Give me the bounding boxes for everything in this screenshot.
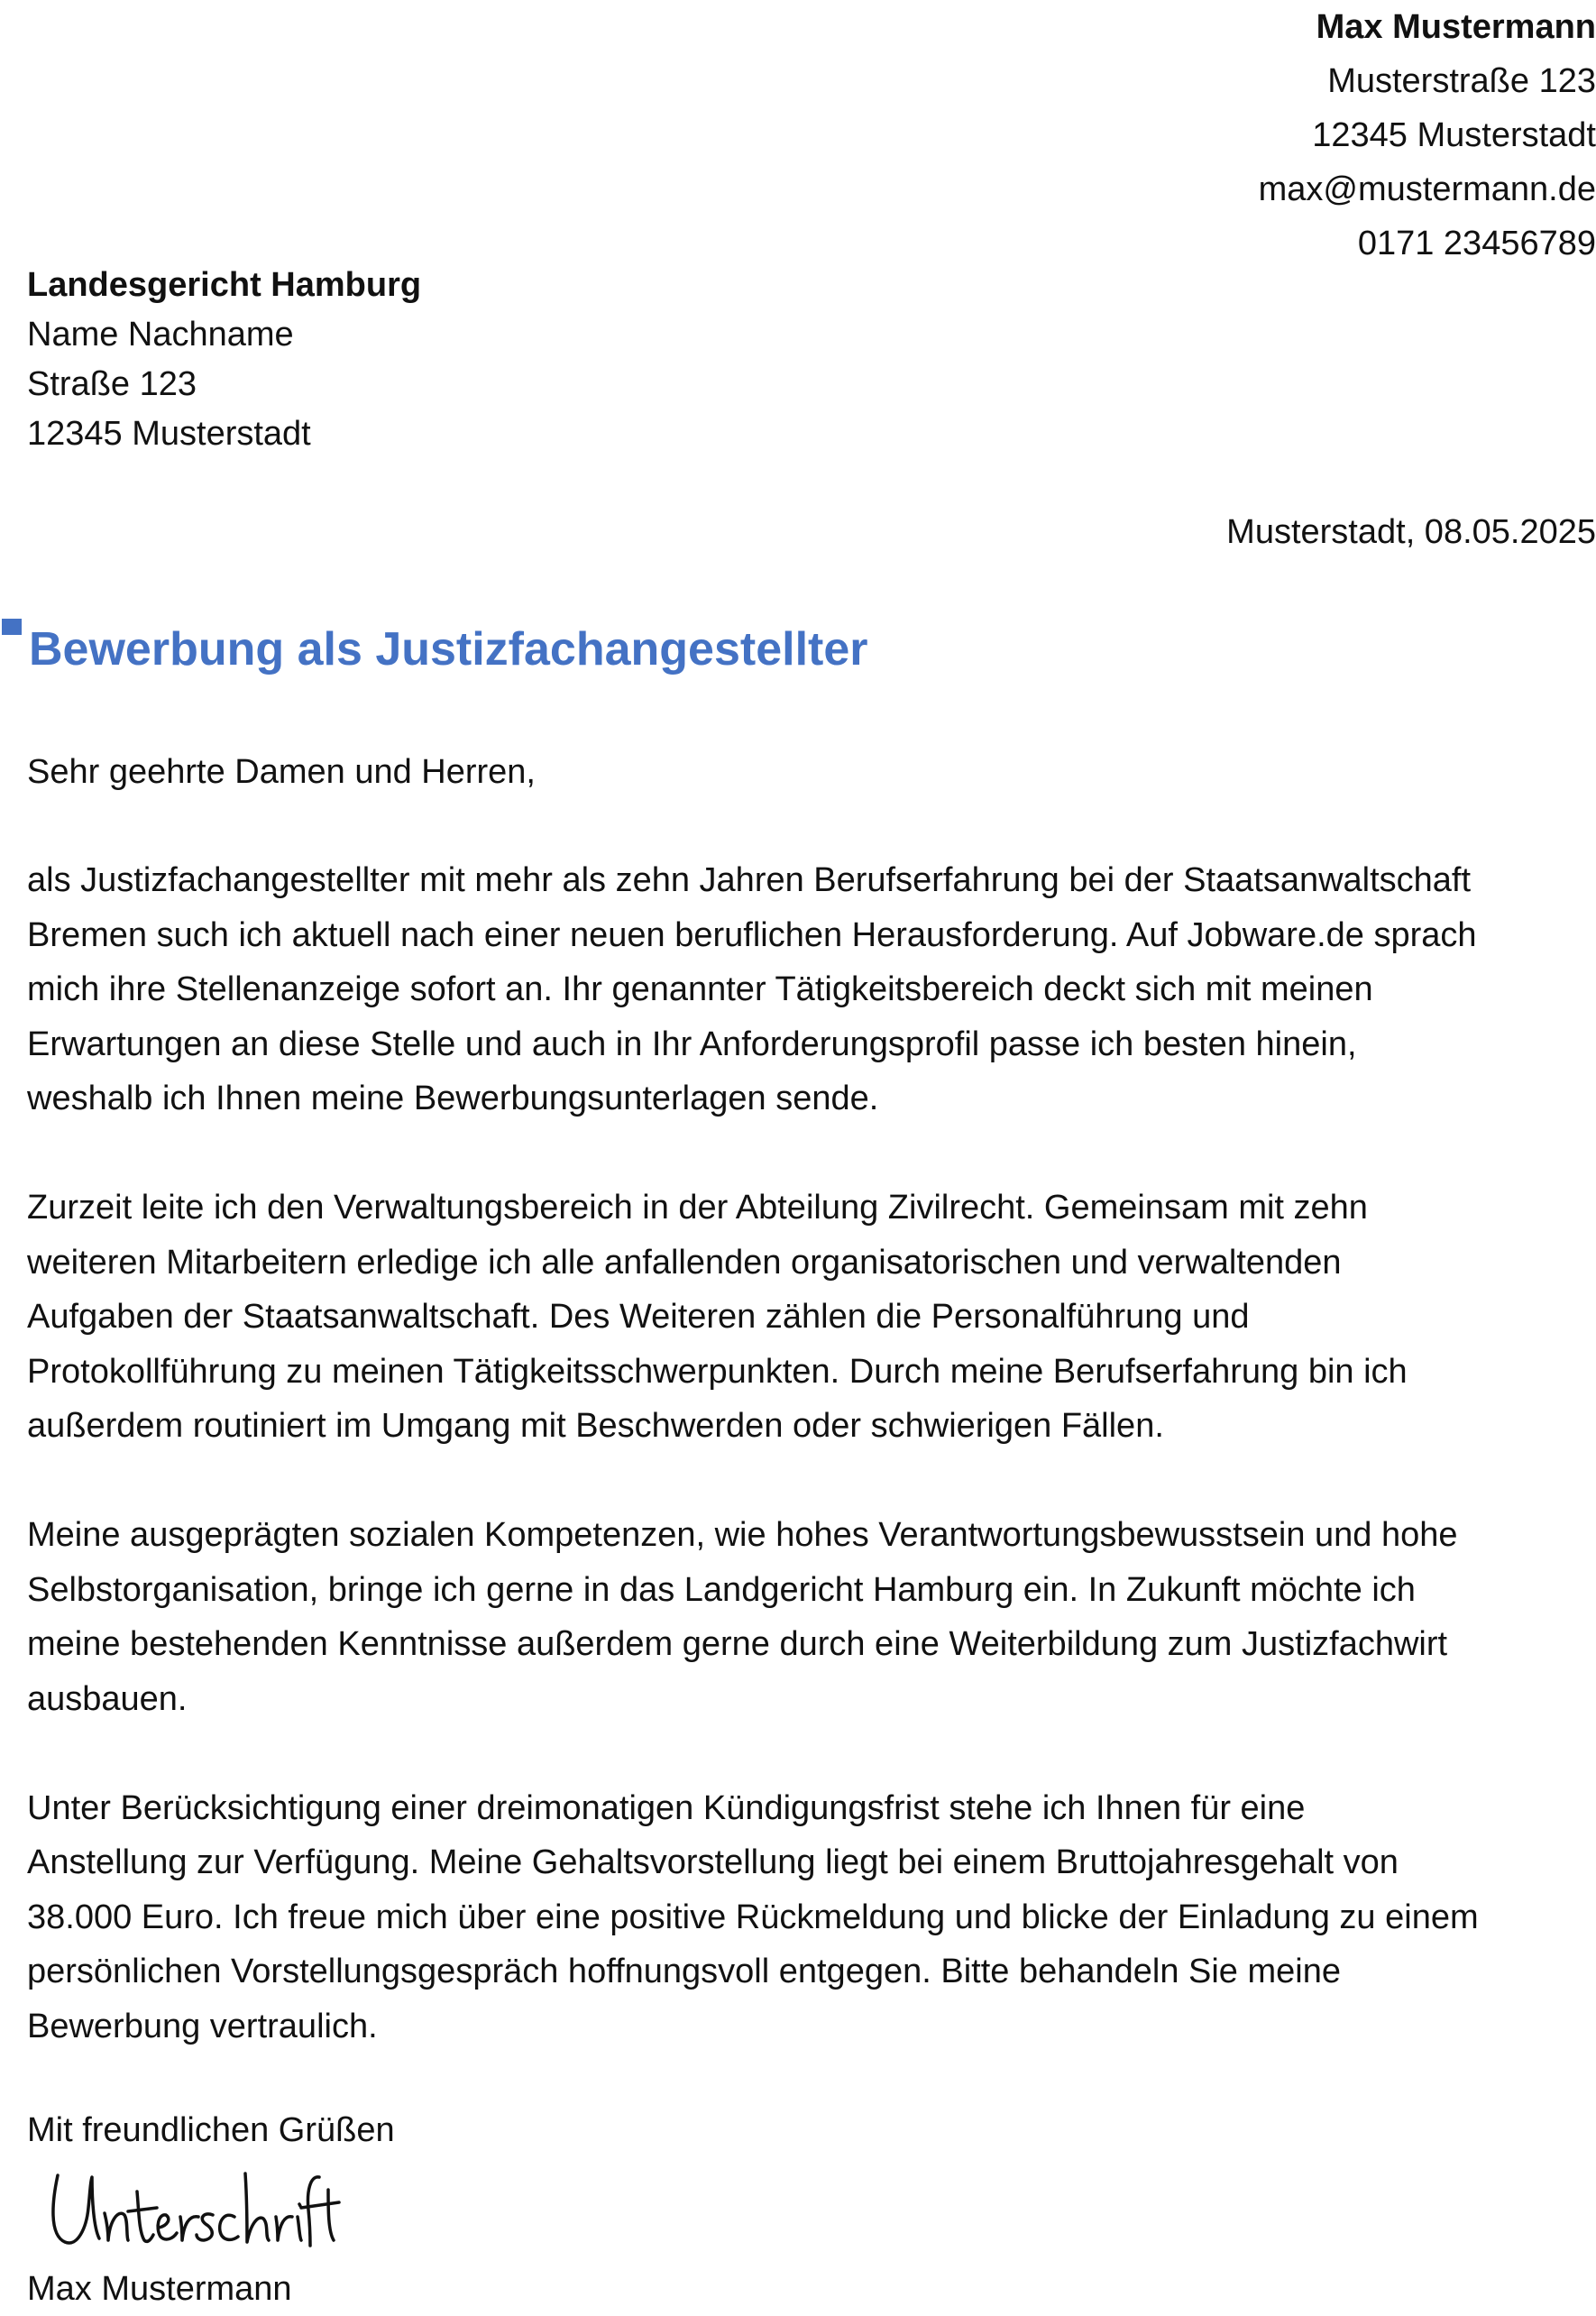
- letter-body: [27, 853, 1596, 2109]
- recipient-city: 12345 Musterstadt: [27, 415, 311, 453]
- signer-name: Max Mustermann: [27, 2270, 292, 2308]
- subject-marker: [2, 619, 22, 635]
- paragraph-line: Anstellung zur Verfügung. Meine Gehaltsvorstellung liegt bei einem Bruttojahresgehalt von: [27, 1843, 1399, 1881]
- paragraph-line: Bewerbung vertraulich.: [27, 2007, 378, 2045]
- recipient-address-block: [27, 261, 421, 459]
- sender-city: 12345 Musterstadt: [1312, 116, 1596, 154]
- sender-phone: 0171 23456789: [1357, 225, 1596, 262]
- salutation: Sehr geehrte Damen und Herren,: [27, 753, 536, 791]
- recipient-contact: Name Nachname: [27, 316, 294, 354]
- paragraph-line: Meine ausgeprägten sozialen Kompetenzen, wie hohes Verantwortungsbewusstsein und hohe: [27, 1516, 1458, 1554]
- sender-street: Musterstraße 123: [1327, 62, 1596, 100]
- paragraph-line: 38.000 Euro. Ich freue mich über eine positive Rückmeldung und blicke der Einladung zu einem: [27, 1898, 1479, 1936]
- paragraph-line: als Justizfachangestellter mit mehr als zehn Jahren Berufserfahrung bei der Staatsanwaltschaft: [27, 861, 1472, 899]
- paragraph-line: Aufgaben der Staatsanwaltschaft. Des Weiteren zählen die Personalführung und: [27, 1298, 1250, 1336]
- paragraph-line: ausbauen.: [27, 1679, 188, 1718]
- paragraph-line: Bremen such ich aktuell nach einer neuen beruflichen Herausforderung. Auf Jobware.de sprach: [27, 915, 1477, 954]
- paragraph-line: außerdem routiniert im Umgang mit Beschwerden oder schwierigen Fällen.: [27, 1407, 1164, 1445]
- paragraph-line: mich ihre Stellenanzeige sofort an. Ihr genannter Tätigkeitsbereich deckt sich mit meinen: [27, 970, 1373, 1008]
- paragraph-line: meine bestehenden Kenntnisse außerdem gerne durch eine Weiterbildung zum Justizfachwirt: [27, 1625, 1448, 1663]
- subject-heading: Bewerbung als Justizfachangestellter: [29, 623, 868, 676]
- closing: Mit freundlichen Grüßen: [27, 2111, 395, 2149]
- paragraph-line: persönlichen Vorstellungsgespräch hoffnungsvoll entgegen. Bitte behandeln Sie meine: [27, 1953, 1341, 1990]
- body-paragraph: [27, 853, 1596, 1126]
- sender-email: max@mustermann.de: [1258, 170, 1596, 208]
- paragraph-line: Erwartungen an diese Stelle und auch in Ihr Anforderungsprofil passe ich besten hinein,: [27, 1025, 1357, 1063]
- recipient-organization: Landesgericht Hamburg: [27, 266, 422, 304]
- paragraph-line: Selbstorganisation, bringe ich gerne in das Landgericht Hamburg ein. In Zukunft möchte ich: [27, 1570, 1416, 1609]
- date-line: Musterstadt, 08.05.2025: [1226, 513, 1596, 551]
- body-paragraph: [27, 1508, 1596, 1726]
- paragraph-line: Unter Berücksichtigung einer dreimonatigen Kündigungsfrist stehe ich Ihnen für eine: [27, 1788, 1306, 1827]
- sender-name: Max Mustermann: [1316, 8, 1596, 46]
- body-paragraph: [27, 1781, 1596, 2054]
- paragraph-line: Zurzeit leite ich den Verwaltungsbereich in der Abteilung Zivilrecht. Gemeinsam mit zehn: [27, 1189, 1368, 1227]
- sender-address-block: [784, 0, 1596, 271]
- recipient-street: Straße 123: [27, 365, 197, 403]
- body-paragraph: [27, 1181, 1596, 1454]
- paragraph-line: Protokollführung zu meinen Tätigkeitsschwerpunkten. Durch meine Berufserfahrung bin ich: [27, 1352, 1408, 1391]
- paragraph-line: weshalb ich Ihnen meine Bewerbungsunterlagen sende.: [27, 1080, 879, 1117]
- paragraph-line: weiteren Mitarbeitern erledige ich alle anfallenden organisatorischen und verwaltenden: [27, 1243, 1342, 1282]
- signature-image: [45, 2155, 343, 2255]
